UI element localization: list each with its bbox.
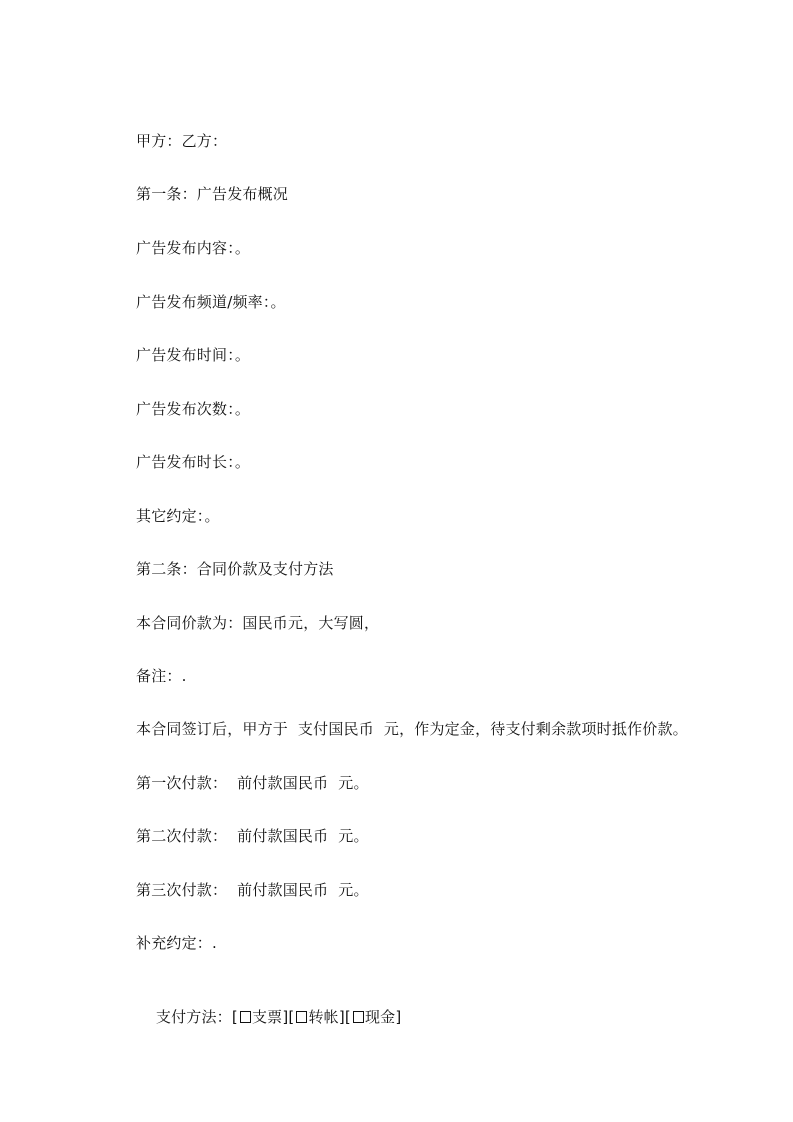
other-terms-line: 其它约定：。 — [136, 507, 220, 525]
payment-method-line — [136, 987, 401, 1047]
payment-method-label: 支付方法： — [155, 1008, 232, 1026]
option-check: 支票 — [251, 1008, 283, 1026]
ad-channel-line: 广告发布频道/频率：。 — [136, 293, 286, 311]
option-transfer: 转帐 — [308, 1008, 339, 1026]
option-bracket: ] — [395, 1008, 402, 1026]
deposit-line: 本合同签订后，甲方于 支付国民币 元，作为定金，待支付剩余款项时抵作价款。 — [136, 720, 688, 738]
option-bracket: [ — [231, 1008, 238, 1026]
ad-time-line: 广告发布时间：。 — [136, 346, 251, 364]
checkbox-icon[interactable] — [353, 1011, 364, 1023]
article-1-heading: 第一条：广告发布概况 — [136, 185, 289, 203]
checkbox-icon[interactable] — [296, 1011, 307, 1023]
second-payment-line: 第二次付款： 前付款国民币 元。 — [136, 827, 369, 845]
ad-count-line: 广告发布次数：。 — [136, 400, 251, 418]
contract-price-line: 本合同价款为：国民币元，大写圆， — [136, 614, 380, 632]
checkbox-icon[interactable] — [240, 1011, 251, 1023]
third-payment-line: 第三次付款： 前付款国民币 元。 — [136, 881, 369, 899]
remarks-line: 备注：. — [136, 667, 187, 685]
option-bracket: ][ — [282, 1008, 295, 1026]
option-bracket: ][ — [338, 1008, 351, 1026]
ad-content-line: 广告发布内容：。 — [136, 239, 251, 257]
first-payment-line: 第一次付款： 前付款国民币 元。 — [136, 774, 369, 792]
article-2-heading: 第二条：合同价款及支付方法 — [136, 560, 334, 578]
party-line: 甲方：乙方： — [136, 132, 228, 150]
ad-duration-line: 广告发布时长：。 — [136, 453, 251, 471]
supplementary-terms-line: 补充约定：. — [136, 934, 217, 952]
option-cash: 现金 — [364, 1008, 396, 1026]
